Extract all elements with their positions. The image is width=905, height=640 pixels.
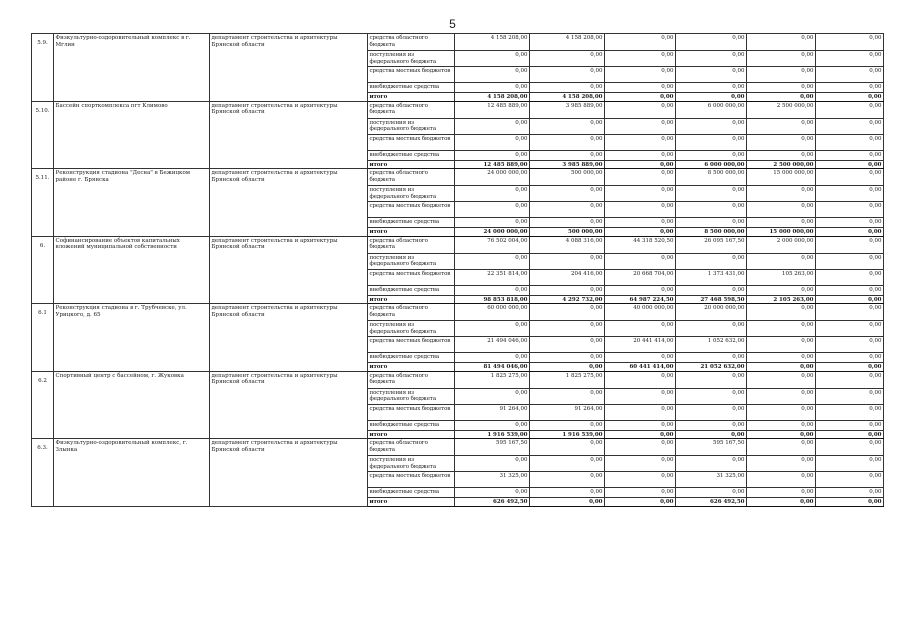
amount-cell: 0,00: [747, 118, 816, 134]
amount-cell: 0,00: [816, 488, 884, 498]
amount-cell: 0,00: [747, 83, 816, 93]
amount-cell: 20 000 000,00: [676, 304, 747, 321]
amount-cell: 0,00: [530, 488, 605, 498]
amount-cell: 2 105 263,00: [747, 295, 816, 304]
amount-cell: 0,00: [676, 456, 747, 472]
amount-cell: 0,00: [676, 253, 747, 269]
funding-source-label: средства областного бюджета: [368, 304, 455, 321]
amount-cell: 0,00: [530, 472, 605, 488]
amount-cell: 0,00: [747, 388, 816, 404]
amount-cell: 595 167,50: [676, 439, 747, 456]
amount-cell: 0,00: [747, 363, 816, 372]
executor-name: департамент строительства и архитектуры Брянской области: [210, 371, 368, 439]
amount-cell: 26 095 167,50: [676, 236, 747, 253]
section-number: 6.1: [32, 304, 54, 372]
amount-cell: 0,00: [530, 388, 605, 404]
object-name: Софинансирование объектов капитальных вложений муниципальной собственности: [54, 236, 210, 304]
amount-cell: 0,00: [455, 186, 530, 202]
executor-name: департамент строительства и архитектуры Брянской области: [210, 101, 368, 169]
amount-cell: 0,00: [816, 93, 884, 102]
amount-cell: 0,00: [605, 134, 676, 150]
amount-cell: 4 088 316,00: [530, 236, 605, 253]
amount-cell: 0,00: [816, 388, 884, 404]
amount-cell: 0,00: [605, 51, 676, 67]
amount-cell: 98 853 818,00: [455, 295, 530, 304]
amount-cell: 0,00: [530, 304, 605, 321]
funding-source-label: внебюджетные средства: [368, 150, 455, 160]
amount-cell: 0,00: [816, 134, 884, 150]
amount-cell: 0,00: [816, 150, 884, 160]
funding-source-label: итого: [368, 295, 455, 304]
amount-cell: 0,00: [747, 472, 816, 488]
funding-source-label: поступления из федерального бюджета: [368, 51, 455, 67]
amount-cell: 0,00: [816, 202, 884, 218]
amount-cell: 0,00: [816, 51, 884, 67]
funding-source-label: средства областного бюджета: [368, 101, 455, 118]
section-number: 6.3.: [32, 439, 54, 507]
amount-cell: 0,00: [455, 321, 530, 337]
funding-source-label: внебюджетные средства: [368, 83, 455, 93]
amount-cell: 3 985 889,00: [530, 101, 605, 118]
amount-cell: 1 052 632,00: [676, 337, 747, 353]
amount-cell: 0,00: [676, 285, 747, 295]
funding-source-label: внебюджетные средства: [368, 420, 455, 430]
funding-source-row: [32, 34, 884, 51]
amount-cell: 626 492,50: [455, 498, 530, 507]
amount-cell: 0,00: [605, 404, 676, 420]
amount-cell: 0,00: [816, 285, 884, 295]
amount-cell: 0,00: [747, 304, 816, 321]
funding-source-label: средства местных бюджетов: [368, 337, 455, 353]
amount-cell: 31 325,00: [676, 472, 747, 488]
amount-cell: 0,00: [747, 404, 816, 420]
amount-cell: 2 000 000,00: [747, 236, 816, 253]
funding-source-label: поступления из федерального бюджета: [368, 186, 455, 202]
funding-source-row: [32, 236, 884, 253]
amount-cell: 1 825 275,00: [530, 371, 605, 388]
amount-cell: 0,00: [530, 51, 605, 67]
amount-cell: 21 494 046,00: [455, 337, 530, 353]
section-number: 5.9.: [32, 34, 54, 102]
amount-cell: 81 494 046,00: [455, 363, 530, 372]
amount-cell: 0,00: [747, 321, 816, 337]
budget-table-body: [32, 34, 884, 507]
amount-cell: 0,00: [747, 34, 816, 51]
amount-cell: 15 000 000,00: [747, 228, 816, 237]
amount-cell: 0,00: [747, 253, 816, 269]
amount-cell: 0,00: [455, 83, 530, 93]
amount-cell: 0,00: [816, 34, 884, 51]
amount-cell: 0,00: [676, 218, 747, 228]
amount-cell: 4 158 208,00: [530, 34, 605, 51]
executor-name: департамент строительства и архитектуры Брянской области: [210, 439, 368, 507]
object-name: Физкультурно-оздоровительный комплекс, г. Злынка: [54, 439, 210, 507]
amount-cell: 0,00: [816, 118, 884, 134]
amount-cell: 0,00: [747, 456, 816, 472]
amount-cell: 0,00: [816, 83, 884, 93]
amount-cell: 0,00: [747, 134, 816, 150]
amount-cell: 0,00: [605, 228, 676, 237]
amount-cell: 31 325,00: [455, 472, 530, 488]
amount-cell: 0,00: [816, 228, 884, 237]
object-name: Физкультурно-оздоровительный комплекс в г. Мглин: [54, 34, 210, 102]
amount-cell: 0,00: [455, 202, 530, 218]
amount-cell: 0,00: [676, 51, 747, 67]
amount-cell: 0,00: [816, 218, 884, 228]
amount-cell: 0,00: [816, 498, 884, 507]
funding-source-label: средства местных бюджетов: [368, 472, 455, 488]
amount-cell: 27 468 598,50: [676, 295, 747, 304]
funding-source-label: итого: [368, 363, 455, 372]
funding-source-row: [32, 439, 884, 456]
amount-cell: 60 000 000,00: [455, 304, 530, 321]
amount-cell: 0,00: [455, 388, 530, 404]
amount-cell: 0,00: [676, 321, 747, 337]
amount-cell: 2 500 000,00: [747, 160, 816, 169]
funding-source-label: средства областного бюджета: [368, 371, 455, 388]
amount-cell: 15 000 000,00: [747, 169, 816, 186]
amount-cell: 0,00: [816, 363, 884, 372]
budget-table: [31, 33, 884, 507]
amount-cell: 0,00: [605, 83, 676, 93]
amount-cell: 0,00: [605, 388, 676, 404]
amount-cell: 2 500 000,00: [747, 101, 816, 118]
amount-cell: 0,00: [816, 430, 884, 439]
amount-cell: 24 000 000,00: [455, 169, 530, 186]
amount-cell: 0,00: [816, 67, 884, 83]
object-name: Реконструкция стадиона "Десна" в Бежицком районе г. Брянска: [54, 169, 210, 237]
amount-cell: 8 500 000,00: [676, 228, 747, 237]
amount-cell: 0,00: [605, 253, 676, 269]
amount-cell: 0,00: [455, 134, 530, 150]
amount-cell: 0,00: [816, 236, 884, 253]
funding-source-label: средства местных бюджетов: [368, 404, 455, 420]
amount-cell: 4 292 732,00: [530, 295, 605, 304]
amount-cell: 8 500 000,00: [676, 169, 747, 186]
amount-cell: 40 000 000,00: [605, 304, 676, 321]
amount-cell: 12 485 889,00: [455, 160, 530, 169]
amount-cell: 60 441 414,00: [605, 363, 676, 372]
amount-cell: 0,00: [530, 186, 605, 202]
amount-cell: 0,00: [816, 456, 884, 472]
amount-cell: 0,00: [676, 83, 747, 93]
amount-cell: 0,00: [605, 186, 676, 202]
amount-cell: 91 264,00: [530, 404, 605, 420]
amount-cell: 0,00: [676, 371, 747, 388]
funding-source-label: средства местных бюджетов: [368, 202, 455, 218]
funding-source-label: внебюджетные средства: [368, 353, 455, 363]
amount-cell: 0,00: [747, 67, 816, 83]
funding-source-label: итого: [368, 498, 455, 507]
amount-cell: 0,00: [605, 488, 676, 498]
amount-cell: 0,00: [816, 472, 884, 488]
funding-source-label: средства областного бюджета: [368, 169, 455, 186]
amount-cell: 4 158 208,00: [455, 34, 530, 51]
amount-cell: 0,00: [816, 160, 884, 169]
section-number: 6.: [32, 236, 54, 304]
amount-cell: 0,00: [816, 186, 884, 202]
funding-source-row: [32, 169, 884, 186]
amount-cell: 0,00: [530, 498, 605, 507]
amount-cell: 0,00: [676, 420, 747, 430]
executor-name: департамент строительства и архитектуры Брянской области: [210, 34, 368, 102]
amount-cell: 0,00: [676, 34, 747, 51]
amount-cell: 64 987 224,50: [605, 295, 676, 304]
amount-cell: 204 416,00: [530, 269, 605, 285]
amount-cell: 0,00: [747, 420, 816, 430]
amount-cell: 0,00: [605, 439, 676, 456]
amount-cell: 0,00: [816, 269, 884, 285]
funding-source-row: [32, 101, 884, 118]
amount-cell: 0,00: [530, 83, 605, 93]
amount-cell: 0,00: [676, 430, 747, 439]
amount-cell: 0,00: [455, 420, 530, 430]
amount-cell: 0,00: [605, 321, 676, 337]
amount-cell: 0,00: [747, 488, 816, 498]
amount-cell: 500 000,00: [530, 169, 605, 186]
amount-cell: 0,00: [455, 285, 530, 295]
funding-source-label: внебюджетные средства: [368, 488, 455, 498]
amount-cell: 0,00: [605, 202, 676, 218]
amount-cell: 0,00: [676, 67, 747, 83]
funding-source-label: поступления из федерального бюджета: [368, 321, 455, 337]
amount-cell: 20 668 704,00: [605, 269, 676, 285]
amount-cell: 0,00: [676, 118, 747, 134]
amount-cell: 6 000 000,00: [676, 160, 747, 169]
amount-cell: 0,00: [455, 456, 530, 472]
amount-cell: 0,00: [605, 34, 676, 51]
amount-cell: 0,00: [530, 439, 605, 456]
amount-cell: 0,00: [676, 404, 747, 420]
amount-cell: 626 492,50: [676, 498, 747, 507]
amount-cell: 0,00: [605, 420, 676, 430]
amount-cell: 0,00: [530, 253, 605, 269]
amount-cell: 0,00: [455, 218, 530, 228]
amount-cell: 0,00: [605, 285, 676, 295]
amount-cell: 0,00: [605, 118, 676, 134]
funding-source-label: поступления из федерального бюджета: [368, 253, 455, 269]
amount-cell: 0,00: [676, 93, 747, 102]
funding-source-label: средства местных бюджетов: [368, 134, 455, 150]
amount-cell: 0,00: [530, 202, 605, 218]
amount-cell: 0,00: [747, 353, 816, 363]
amount-cell: 0,00: [605, 160, 676, 169]
amount-cell: 0,00: [530, 67, 605, 83]
amount-cell: 0,00: [455, 67, 530, 83]
amount-cell: 0,00: [530, 337, 605, 353]
amount-cell: 0,00: [816, 304, 884, 321]
amount-cell: 0,00: [605, 150, 676, 160]
amount-cell: 22 351 814,00: [455, 269, 530, 285]
amount-cell: 0,00: [816, 295, 884, 304]
amount-cell: 0,00: [605, 498, 676, 507]
amount-cell: 0,00: [530, 456, 605, 472]
funding-source-label: итого: [368, 430, 455, 439]
amount-cell: 0,00: [676, 353, 747, 363]
amount-cell: 4 158 208,00: [530, 93, 605, 102]
executor-name: департамент строительства и архитектуры Брянской области: [210, 236, 368, 304]
amount-cell: 0,00: [605, 67, 676, 83]
amount-cell: 0,00: [747, 371, 816, 388]
amount-cell: 0,00: [605, 472, 676, 488]
executor-name: департамент строительства и архитектуры Брянской области: [210, 304, 368, 372]
amount-cell: 0,00: [676, 388, 747, 404]
amount-cell: 0,00: [816, 439, 884, 456]
amount-cell: 4 158 208,00: [455, 93, 530, 102]
funding-source-label: средства местных бюджетов: [368, 67, 455, 83]
funding-source-label: итого: [368, 228, 455, 237]
amount-cell: 6 000 000,00: [676, 101, 747, 118]
amount-cell: 0,00: [676, 202, 747, 218]
funding-source-label: средства областного бюджета: [368, 34, 455, 51]
amount-cell: 0,00: [747, 430, 816, 439]
amount-cell: 0,00: [605, 93, 676, 102]
amount-cell: 0,00: [816, 321, 884, 337]
amount-cell: 0,00: [747, 186, 816, 202]
amount-cell: 0,00: [455, 150, 530, 160]
amount-cell: 0,00: [747, 337, 816, 353]
amount-cell: 0,00: [676, 150, 747, 160]
amount-cell: 0,00: [747, 218, 816, 228]
funding-source-label: поступления из федерального бюджета: [368, 118, 455, 134]
amount-cell: 0,00: [747, 285, 816, 295]
amount-cell: 0,00: [747, 93, 816, 102]
amount-cell: 0,00: [747, 51, 816, 67]
amount-cell: 0,00: [530, 321, 605, 337]
amount-cell: 20 441 414,00: [605, 337, 676, 353]
amount-cell: 0,00: [455, 51, 530, 67]
amount-cell: 1 916 539,00: [455, 430, 530, 439]
funding-source-label: внебюджетные средства: [368, 218, 455, 228]
amount-cell: 0,00: [676, 186, 747, 202]
funding-source-label: поступления из федерального бюджета: [368, 456, 455, 472]
amount-cell: 0,00: [816, 420, 884, 430]
amount-cell: 0,00: [605, 218, 676, 228]
amount-cell: 0,00: [747, 202, 816, 218]
amount-cell: 0,00: [747, 439, 816, 456]
amount-cell: 0,00: [816, 101, 884, 118]
amount-cell: 0,00: [747, 150, 816, 160]
funding-source-row: [32, 371, 884, 388]
object-name: Спортивный центр с бассейном, г. Жуковка: [54, 371, 210, 439]
amount-cell: 0,00: [530, 218, 605, 228]
funding-source-label: средства областного бюджета: [368, 236, 455, 253]
amount-cell: 105 263,00: [747, 269, 816, 285]
amount-cell: 0,00: [455, 118, 530, 134]
amount-cell: 0,00: [605, 456, 676, 472]
funding-source-label: средства местных бюджетов: [368, 269, 455, 285]
amount-cell: 0,00: [747, 498, 816, 507]
amount-cell: 0,00: [530, 420, 605, 430]
funding-source-label: средства областного бюджета: [368, 439, 455, 456]
amount-cell: 0,00: [605, 430, 676, 439]
object-name: Реконструкция стадиона в г. Трубчевске, ул. Урицкого, д. 65: [54, 304, 210, 372]
amount-cell: 44 318 520,50: [605, 236, 676, 253]
amount-cell: 1 373 431,00: [676, 269, 747, 285]
amount-cell: 0,00: [530, 353, 605, 363]
section-number: 6.2: [32, 371, 54, 439]
amount-cell: 0,00: [455, 253, 530, 269]
amount-cell: 0,00: [816, 337, 884, 353]
amount-cell: 0,00: [605, 371, 676, 388]
amount-cell: 1 825 275,00: [455, 371, 530, 388]
amount-cell: 1 916 539,00: [530, 430, 605, 439]
amount-cell: 0,00: [605, 169, 676, 186]
amount-cell: 0,00: [816, 169, 884, 186]
object-name: Бассейн спорткомплекса пгт Климово: [54, 101, 210, 169]
section-number: 5.11.: [32, 169, 54, 237]
amount-cell: 12 485 889,00: [455, 101, 530, 118]
amount-cell: 0,00: [676, 488, 747, 498]
amount-cell: 21 052 632,00: [676, 363, 747, 372]
amount-cell: 24 000 000,00: [455, 228, 530, 237]
funding-source-row: [32, 304, 884, 321]
funding-source-label: поступления из федерального бюджета: [368, 388, 455, 404]
amount-cell: 0,00: [676, 134, 747, 150]
amount-cell: 0,00: [530, 285, 605, 295]
amount-cell: 0,00: [816, 371, 884, 388]
amount-cell: 0,00: [455, 488, 530, 498]
amount-cell: 0,00: [530, 150, 605, 160]
amount-cell: 0,00: [816, 253, 884, 269]
amount-cell: 0,00: [530, 363, 605, 372]
amount-cell: 76 502 004,00: [455, 236, 530, 253]
amount-cell: 91 264,00: [455, 404, 530, 420]
funding-source-label: итого: [368, 160, 455, 169]
amount-cell: 0,00: [530, 134, 605, 150]
funding-source-label: итого: [368, 93, 455, 102]
funding-source-label: внебюджетные средства: [368, 285, 455, 295]
amount-cell: 595 167,50: [455, 439, 530, 456]
amount-cell: 0,00: [605, 101, 676, 118]
amount-cell: 0,00: [816, 353, 884, 363]
amount-cell: 3 985 889,00: [530, 160, 605, 169]
amount-cell: 500 000,00: [530, 228, 605, 237]
amount-cell: 0,00: [530, 118, 605, 134]
amount-cell: 0,00: [455, 353, 530, 363]
section-number: 5.10.: [32, 101, 54, 169]
amount-cell: 0,00: [605, 353, 676, 363]
page-number: 5: [449, 17, 456, 31]
amount-cell: 0,00: [816, 404, 884, 420]
executor-name: департамент строительства и архитектуры Брянской области: [210, 169, 368, 237]
